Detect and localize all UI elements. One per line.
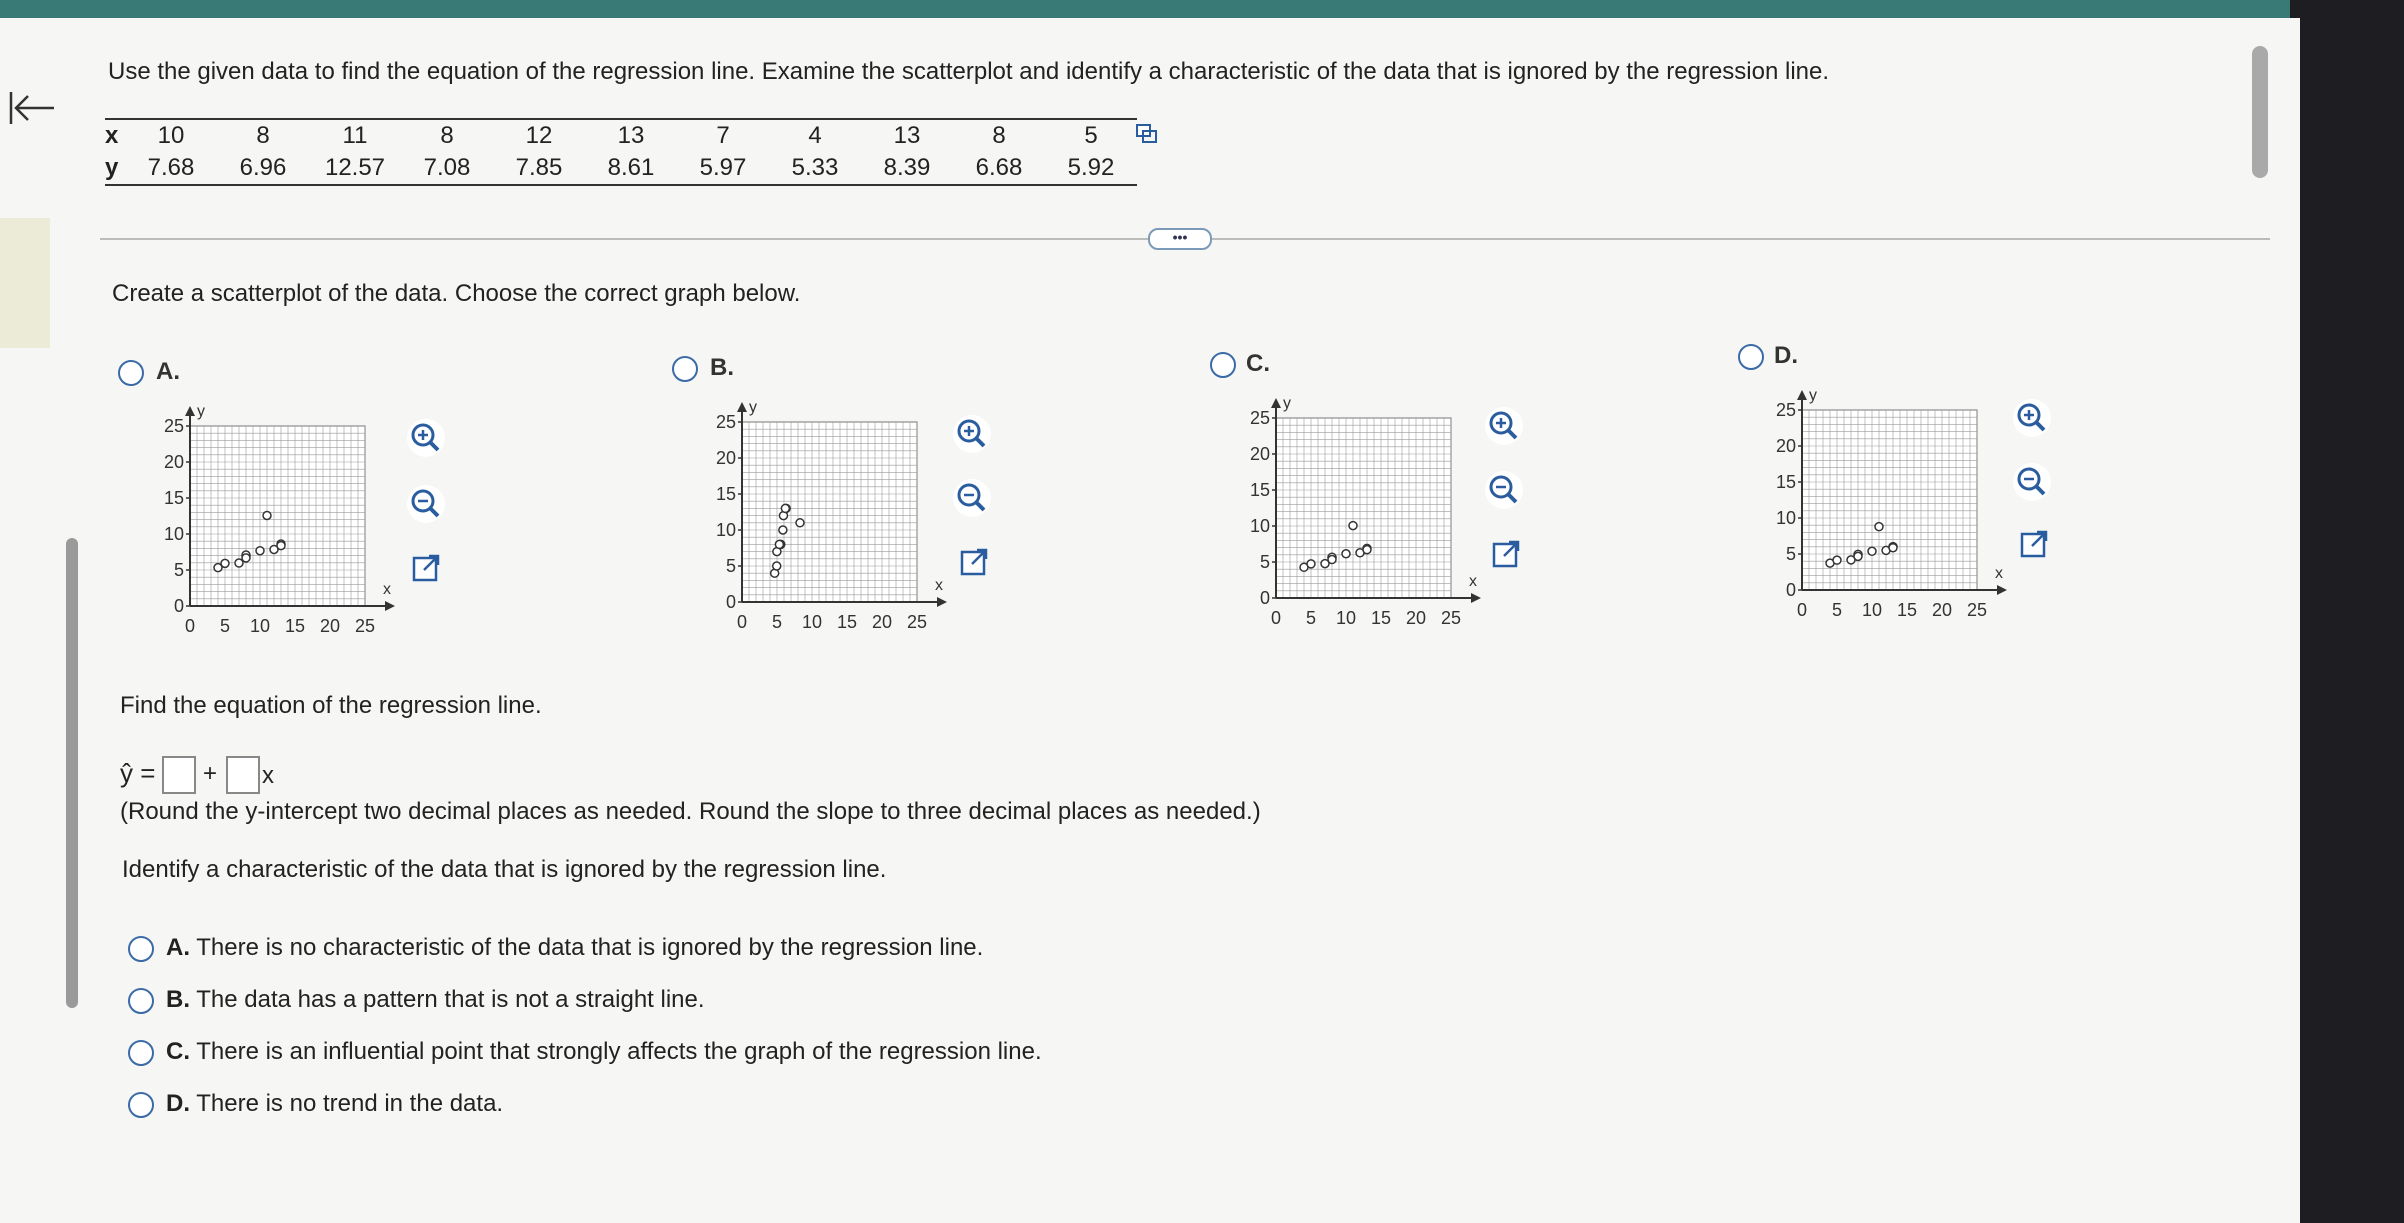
y-axis-label: y bbox=[197, 403, 205, 420]
y-label: y bbox=[105, 152, 125, 185]
x-tick-label: 20 bbox=[871, 612, 893, 632]
x-tick-label: 20 bbox=[319, 616, 341, 636]
x-tick-label: 10 bbox=[1861, 600, 1883, 620]
x-value: 11 bbox=[309, 119, 401, 152]
x-tick-label: 15 bbox=[284, 616, 306, 636]
regression-prompt: Find the equation of the regression line. bbox=[120, 692, 542, 719]
intercept-input[interactable] bbox=[162, 756, 196, 794]
y-tick-label: 20 bbox=[163, 452, 184, 472]
graph-radio-c[interactable] bbox=[1210, 352, 1236, 378]
zoom-out-icon[interactable] bbox=[952, 478, 992, 518]
data-point bbox=[1833, 556, 1841, 564]
x-label: x bbox=[105, 119, 125, 152]
data-point bbox=[1342, 550, 1350, 558]
graph-label-d: D. bbox=[1774, 342, 1798, 369]
choice-b[interactable] bbox=[166, 986, 705, 1014]
data-point bbox=[796, 519, 804, 527]
choice-d-label: D. bbox=[166, 1090, 190, 1117]
x-value: 10 bbox=[125, 119, 217, 152]
x-value: 8 bbox=[953, 119, 1045, 152]
zoom-in-icon[interactable] bbox=[1484, 406, 1524, 446]
x-axis-label: x bbox=[935, 577, 943, 594]
choice-radio-c[interactable] bbox=[128, 1040, 154, 1066]
data-point bbox=[781, 504, 789, 512]
zoom-out-icon[interactable] bbox=[1484, 470, 1524, 510]
equation-variable: x bbox=[262, 762, 274, 789]
data-point bbox=[277, 542, 285, 550]
graph-radio-a[interactable] bbox=[118, 360, 144, 386]
y-value: 7.85 bbox=[493, 152, 585, 185]
rounding-note: (Round the y-intercept two decimal places as needed. Round the slope to three decimal places as needed.) bbox=[120, 798, 1261, 825]
x-tick-label: 20 bbox=[1405, 608, 1427, 628]
x-tick-label: 5 bbox=[1831, 600, 1843, 620]
data-table bbox=[105, 118, 1137, 186]
x-tick-label: 10 bbox=[801, 612, 823, 632]
x-value: 8 bbox=[217, 119, 309, 152]
choice-radio-a[interactable] bbox=[128, 936, 154, 962]
more-button[interactable]: ••• bbox=[1148, 228, 1212, 250]
data-point bbox=[1307, 560, 1315, 568]
open-external-icon[interactable] bbox=[410, 552, 442, 584]
slope-input[interactable] bbox=[226, 756, 260, 794]
y-tick-label: 10 bbox=[163, 524, 184, 544]
x-tick-label: 0 bbox=[1796, 600, 1808, 620]
x-tick-label: 0 bbox=[736, 612, 748, 632]
copy-data-icon[interactable] bbox=[1136, 124, 1158, 144]
x-value: 7 bbox=[677, 119, 769, 152]
x-value: 13 bbox=[585, 119, 677, 152]
table-row-y bbox=[105, 152, 1137, 185]
data-point bbox=[1875, 523, 1883, 531]
x-tick-label: 25 bbox=[1966, 600, 1988, 620]
left-strip bbox=[0, 218, 50, 348]
data-point bbox=[235, 559, 243, 567]
choice-radio-b[interactable] bbox=[128, 988, 154, 1014]
equation-plus: + bbox=[203, 760, 218, 787]
data-point bbox=[775, 540, 783, 548]
page-scrollbar[interactable] bbox=[66, 538, 78, 1008]
scatterplot-option-b bbox=[682, 394, 942, 644]
x-tick-label: 15 bbox=[836, 612, 858, 632]
y-tick-label: 5 bbox=[173, 560, 184, 580]
y-tick-label: 20 bbox=[1775, 436, 1796, 456]
x-tick-label: 5 bbox=[219, 616, 231, 636]
x-axis-label: x bbox=[1995, 565, 2003, 582]
y-value: 6.68 bbox=[953, 152, 1045, 185]
y-value: 5.92 bbox=[1045, 152, 1137, 185]
zoom-in-icon[interactable] bbox=[952, 414, 992, 454]
data-point bbox=[1328, 556, 1336, 564]
zoom-out-icon[interactable] bbox=[406, 484, 446, 524]
zoom-out-icon[interactable] bbox=[2012, 462, 2052, 502]
x-tick-label: 25 bbox=[906, 612, 928, 632]
y-value: 5.97 bbox=[677, 152, 769, 185]
y-tick-label: 0 bbox=[725, 592, 736, 612]
x-value: 12 bbox=[493, 119, 585, 152]
open-external-icon[interactable] bbox=[958, 546, 990, 578]
choice-radio-d[interactable] bbox=[128, 1092, 154, 1118]
y-tick-label: 20 bbox=[715, 448, 736, 468]
choice-a-label: A. bbox=[166, 934, 190, 961]
choice-d-text: There is no trend in the data. bbox=[196, 1090, 504, 1117]
data-point bbox=[779, 526, 787, 534]
table-row-x bbox=[105, 119, 1137, 152]
y-tick-label: 25 bbox=[163, 416, 184, 436]
y-value: 7.08 bbox=[401, 152, 493, 185]
x-tick-label: 5 bbox=[1305, 608, 1317, 628]
x-value: 5 bbox=[1045, 119, 1137, 152]
y-value: 7.68 bbox=[125, 152, 217, 185]
x-tick-label: 15 bbox=[1896, 600, 1918, 620]
choice-a-text: There is no characteristic of the data that is ignored by the regression line. bbox=[196, 934, 984, 961]
scatterplot-option-a bbox=[130, 398, 390, 648]
data-point bbox=[263, 511, 271, 519]
y-value: 8.61 bbox=[585, 152, 677, 185]
y-value: 8.39 bbox=[861, 152, 953, 185]
y-tick-label: 0 bbox=[1259, 588, 1270, 608]
scatterplot-option-d bbox=[1742, 382, 2002, 632]
data-point bbox=[1889, 544, 1897, 552]
window-right-edge bbox=[2290, 0, 2404, 1223]
y-tick-label: 15 bbox=[1249, 480, 1270, 500]
y-value: 6.96 bbox=[217, 152, 309, 185]
choice-b-text: The data has a pattern that is not a straight line. bbox=[196, 986, 705, 1013]
x-tick-label: 25 bbox=[1440, 608, 1462, 628]
zoom-in-icon[interactable] bbox=[2012, 398, 2052, 438]
y-tick-label: 0 bbox=[173, 596, 184, 616]
y-tick-label: 25 bbox=[1775, 400, 1796, 420]
data-point bbox=[1854, 552, 1862, 560]
question-text: Use the given data to find the equation of the regression line. Examine the scatterplot and identify a characteristic of the data that is ignored by the regression line. bbox=[108, 58, 1830, 85]
y-tick-label: 10 bbox=[1249, 516, 1270, 536]
question-scrollbar[interactable] bbox=[2252, 46, 2268, 178]
choice-b-label: B. bbox=[166, 986, 190, 1013]
y-axis-label: y bbox=[749, 399, 757, 416]
x-value: 13 bbox=[861, 119, 953, 152]
y-tick-label: 15 bbox=[1775, 472, 1796, 492]
graph-radio-d[interactable] bbox=[1738, 344, 1764, 370]
data-point bbox=[1363, 546, 1371, 554]
scatter-prompt: Create a scatterplot of the data. Choose the correct graph below. bbox=[112, 280, 801, 307]
y-tick-label: 10 bbox=[1775, 508, 1796, 528]
choice-c[interactable] bbox=[166, 1038, 1042, 1066]
x-value: 8 bbox=[401, 119, 493, 152]
y-tick-label: 5 bbox=[725, 556, 736, 576]
data-point bbox=[221, 559, 229, 567]
data-point bbox=[1349, 522, 1357, 530]
x-tick-label: 5 bbox=[771, 612, 783, 632]
open-external-icon[interactable] bbox=[2018, 528, 2050, 560]
y-value: 5.33 bbox=[769, 152, 861, 185]
x-tick-label: 15 bbox=[1370, 608, 1392, 628]
x-tick-label: 0 bbox=[1270, 608, 1282, 628]
choice-a[interactable] bbox=[166, 934, 983, 962]
open-external-icon[interactable] bbox=[1490, 538, 1522, 570]
graph-label-c: C. bbox=[1246, 350, 1270, 377]
x-tick-label: 0 bbox=[184, 616, 196, 636]
x-tick-label: 10 bbox=[249, 616, 271, 636]
y-axis-label: y bbox=[1809, 387, 1817, 404]
graph-radio-b[interactable] bbox=[672, 356, 698, 382]
y-tick-label: 25 bbox=[715, 412, 736, 432]
data-point bbox=[773, 562, 781, 570]
choice-d[interactable] bbox=[166, 1090, 503, 1118]
y-value: 12.57 bbox=[309, 152, 401, 185]
x-axis-label: x bbox=[383, 581, 391, 598]
y-tick-label: 15 bbox=[715, 484, 736, 504]
question-page bbox=[0, 18, 2300, 1223]
y-tick-label: 25 bbox=[1249, 408, 1270, 428]
y-tick-label: 5 bbox=[1259, 552, 1270, 572]
data-point bbox=[1868, 547, 1876, 555]
y-tick-label: 20 bbox=[1249, 444, 1270, 464]
y-tick-label: 5 bbox=[1785, 544, 1796, 564]
x-tick-label: 10 bbox=[1335, 608, 1357, 628]
choice-c-label: C. bbox=[166, 1038, 190, 1065]
zoom-in-icon[interactable] bbox=[406, 418, 446, 458]
y-tick-label: 15 bbox=[163, 488, 184, 508]
equation-lhs: ŷ = bbox=[120, 758, 156, 788]
graph-label-b: B. bbox=[710, 354, 734, 381]
data-point bbox=[256, 547, 264, 555]
characteristic-prompt: Identify a characteristic of the data that is ignored by the regression line. bbox=[122, 856, 887, 883]
collapse-arrow-icon[interactable] bbox=[8, 88, 56, 128]
y-axis-label: y bbox=[1283, 395, 1291, 412]
x-tick-label: 25 bbox=[354, 616, 376, 636]
y-tick-label: 0 bbox=[1785, 580, 1796, 600]
x-axis-label: x bbox=[1469, 573, 1477, 590]
x-value: 4 bbox=[769, 119, 861, 152]
graph-label-a: A. bbox=[156, 358, 180, 385]
data-point bbox=[242, 554, 250, 562]
x-tick-label: 20 bbox=[1931, 600, 1953, 620]
choice-c-text: There is an influential point that strongly affects the graph of the regression line. bbox=[196, 1038, 1042, 1065]
scatterplot-option-c bbox=[1216, 390, 1476, 640]
y-tick-label: 10 bbox=[715, 520, 736, 540]
